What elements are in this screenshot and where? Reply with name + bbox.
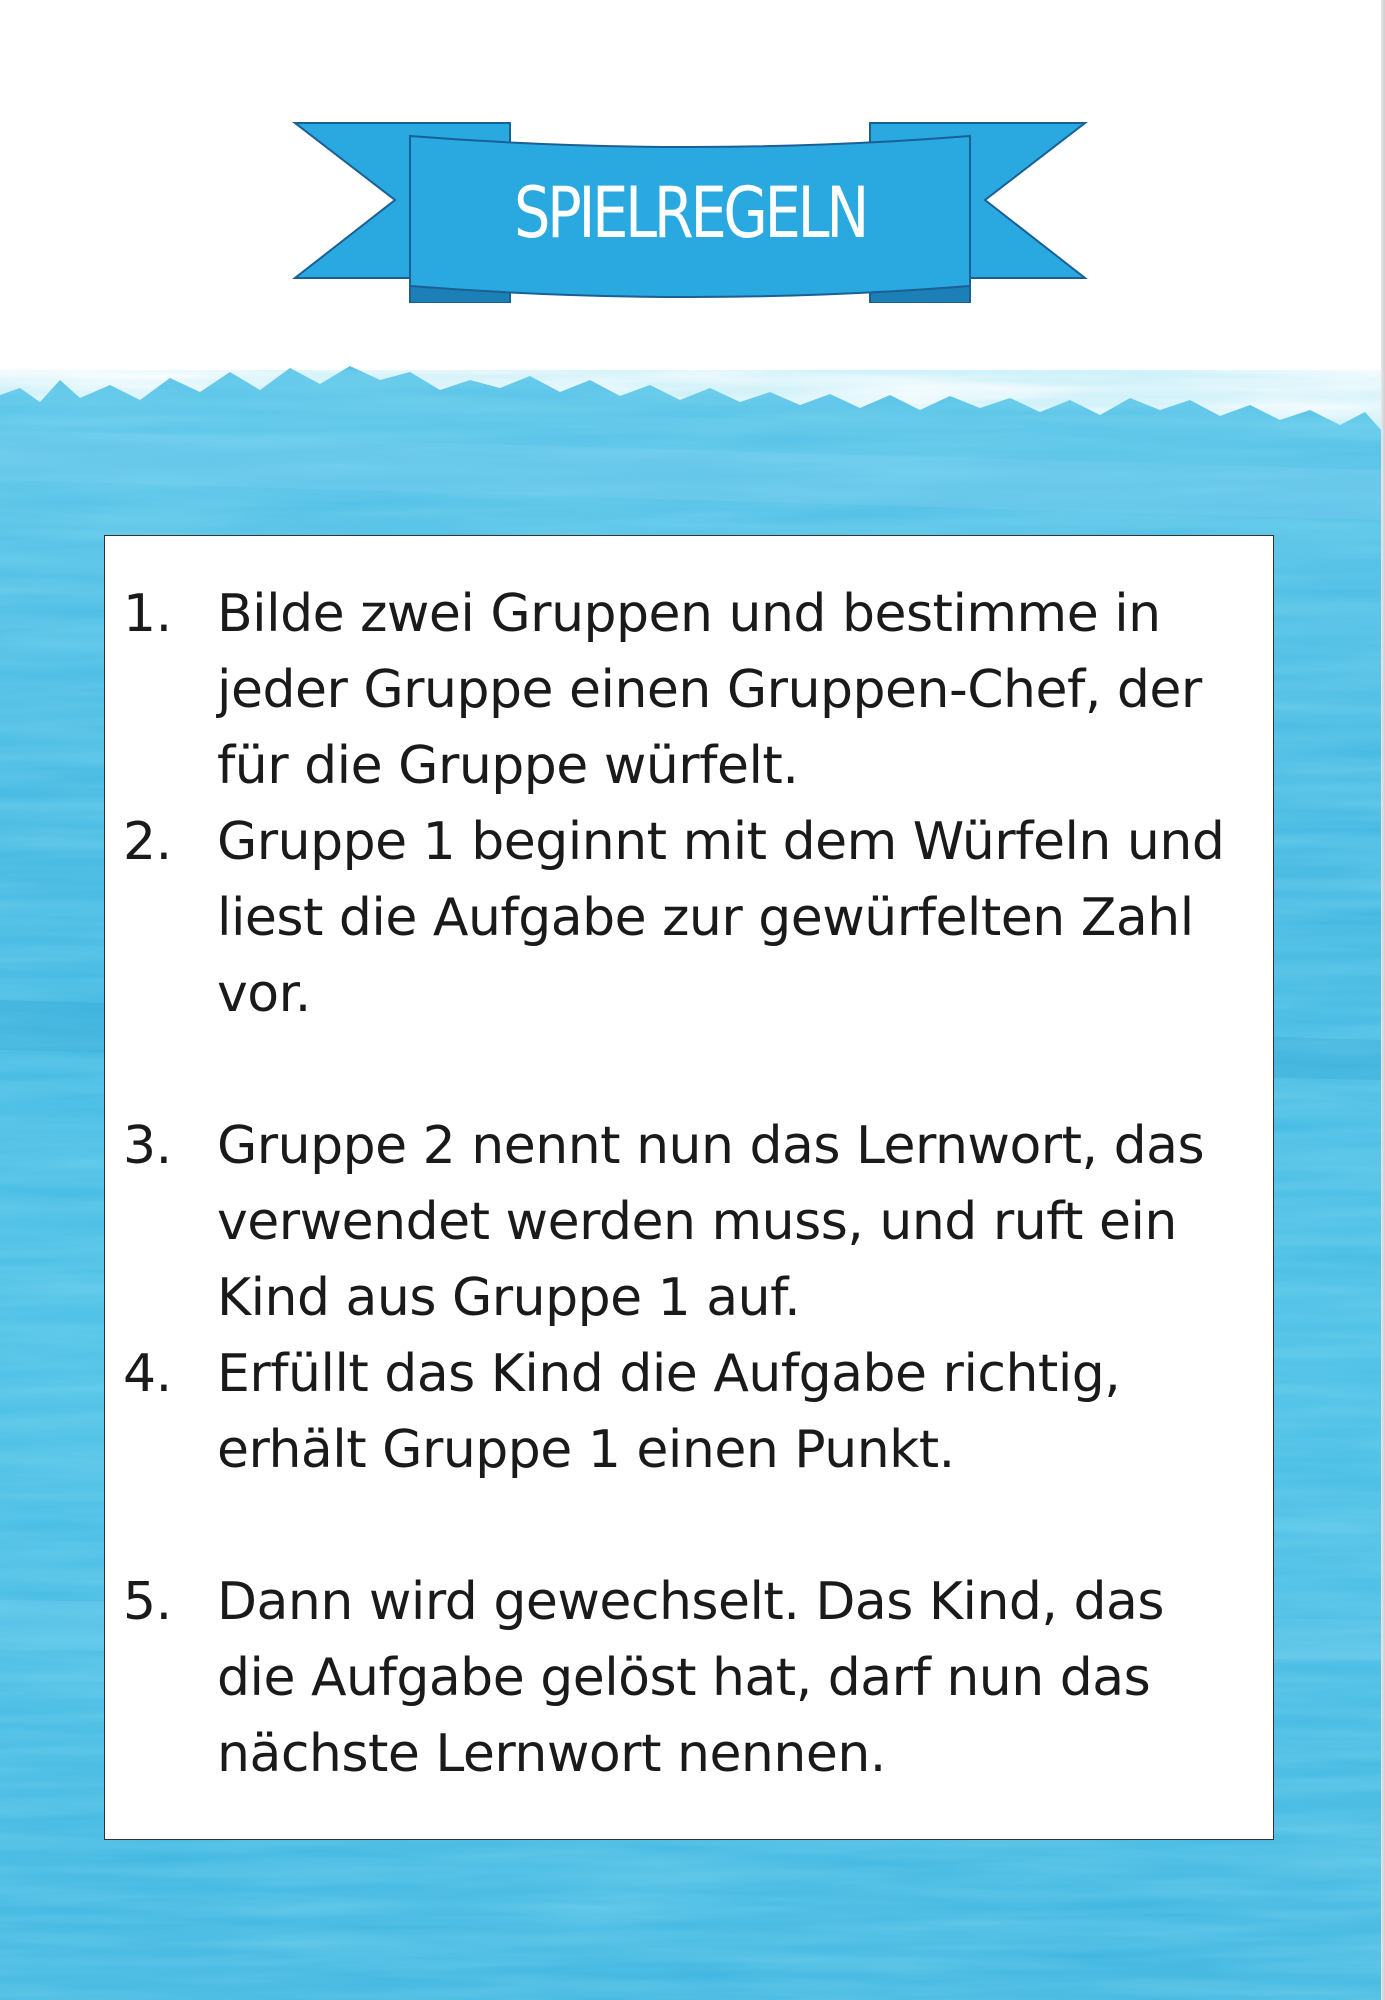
rule-text: Gruppe 2 nennt nun das Lernwort, das verwendet werden muss, und ruft ein Kind aus Gruppe 1 auf. [217,1116,1205,1328]
rule-text: Dann wird gewechselt. Das Kind, das die Aufgabe gelöst hat, darf nun das nächste Lernwort nennen. [217,1572,1164,1784]
rule-item-3 [105,1108,1275,1336]
rules-list [105,576,1275,1792]
rule-item-4 [105,1336,1275,1488]
rule-number: 3. [123,1116,172,1176]
rule-number: 4. [123,1344,172,1404]
rule-text: Erfüllt das Kind die Aufgabe richtig, erhält Gruppe 1 einen Punkt. [217,1344,1121,1480]
paper-edge [1381,0,1385,2000]
rule-number: 2. [123,812,172,872]
rules-box [104,535,1274,1840]
rule-number: 1. [123,584,172,644]
rule-item-1 [105,576,1275,804]
rule-text: Gruppe 1 beginnt mit dem Würfeln und liest die Aufgabe zur gewürfelten Zahl vor. [217,812,1225,1024]
page-title: SPIELREGELN [514,172,866,254]
rule-item-5 [105,1564,1275,1792]
rule-number: 5. [123,1572,172,1632]
rule-text: Bilde zwei Gruppen und bestimme in jeder Gruppe einen Gruppen-Chef, der für die Gruppe würfelt. [217,584,1202,796]
spacer [105,1032,1275,1108]
spacer [105,1488,1275,1564]
rule-item-2 [105,804,1275,1032]
